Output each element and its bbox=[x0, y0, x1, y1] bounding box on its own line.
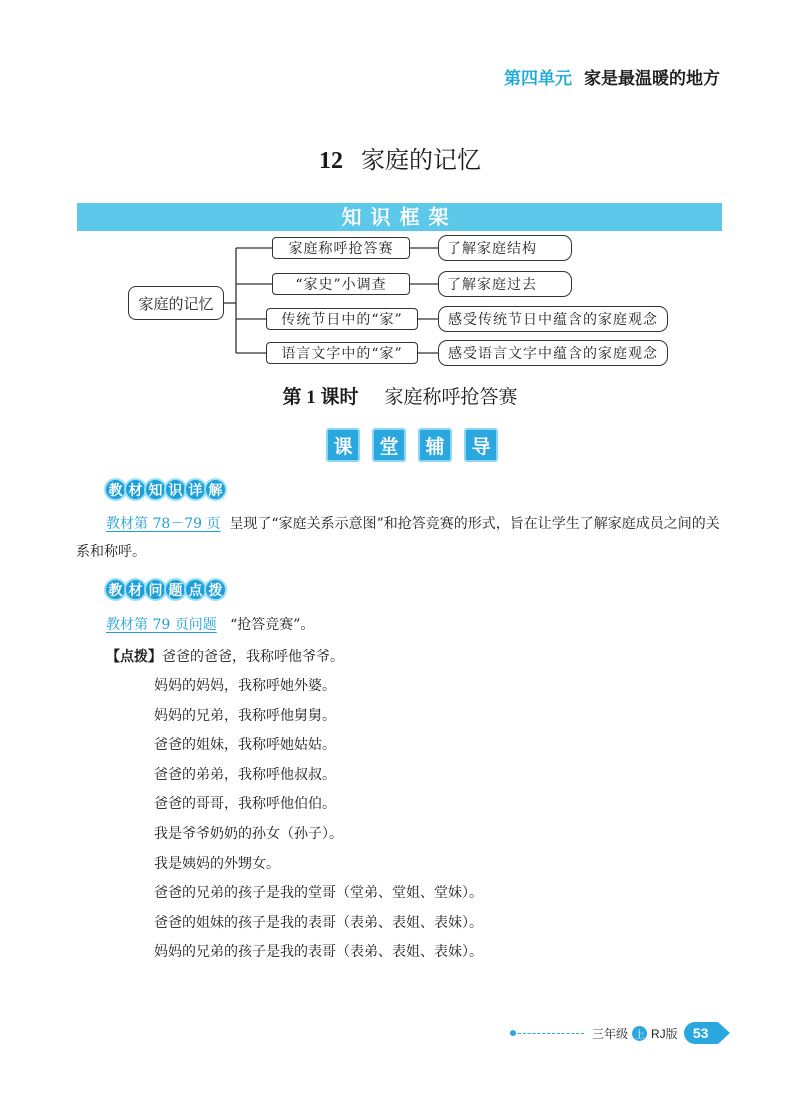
coach-tile: 堂 bbox=[372, 428, 406, 462]
answer-list bbox=[154, 672, 483, 998]
period-name: 家庭称呼抢答赛 bbox=[384, 386, 518, 408]
framework-topic: “家史”小调查 bbox=[272, 273, 410, 295]
label-char: 知 bbox=[144, 478, 167, 501]
framework-goal: 感受语言文字中蕴含的家庭观念 bbox=[438, 340, 668, 366]
label-char: 点 bbox=[184, 578, 207, 601]
detail-label bbox=[104, 478, 224, 501]
page-number: 53 bbox=[684, 1022, 718, 1044]
framework-connectors bbox=[0, 0, 800, 400]
label-char: 题 bbox=[164, 578, 187, 601]
framework-topic: 语言文字中的“家” bbox=[266, 342, 418, 364]
lesson-name: 家庭的记忆 bbox=[361, 146, 481, 174]
answer-line: 妈妈的妈妈，我称呼她外婆。 bbox=[154, 678, 336, 694]
framework-band: 知识框架 bbox=[77, 203, 722, 231]
framework-goal: 了解家庭过去 bbox=[438, 271, 572, 297]
answer-line: 我是姨妈的外甥女。 bbox=[154, 855, 280, 872]
answer-line: 爸爸的弟弟，我称呼他叔叔。 bbox=[154, 766, 336, 783]
label-char: 识 bbox=[164, 478, 187, 501]
unit-number: 第四单元 bbox=[504, 69, 572, 89]
hint-label bbox=[104, 578, 224, 601]
footer-volume: 上 bbox=[632, 1026, 647, 1041]
lesson-number: 12 bbox=[319, 148, 343, 174]
label-char: 材 bbox=[124, 478, 147, 501]
detail-text: 呈现了“家庭关系示意图”和抢答竞赛的形式，旨在让学生了解家庭成员之间的关系和称呼。 bbox=[76, 516, 720, 560]
coach-tile: 导 bbox=[464, 428, 498, 462]
label-char: 教 bbox=[104, 578, 127, 601]
answer-line: 爸爸的哥哥，我称呼他伯伯。 bbox=[154, 796, 336, 813]
label-char: 详 bbox=[184, 478, 207, 501]
answer-line: 爸爸的姐妹，我称呼她姑姑。 bbox=[154, 737, 336, 754]
coach-tile: 课 bbox=[326, 428, 360, 462]
hint-question bbox=[106, 611, 314, 639]
hint-reference: 教材第 79 页问题 bbox=[106, 617, 217, 633]
coach-banner bbox=[326, 428, 498, 462]
framework-topic: 传统节日中的“家” bbox=[266, 308, 418, 330]
framework-goal: 了解家庭结构 bbox=[438, 235, 572, 261]
unit-title: 家是最温暖的地方 bbox=[584, 69, 720, 89]
footer-dot bbox=[510, 1030, 516, 1036]
detail-reference: 教材第 78－79 页 bbox=[106, 516, 221, 532]
framework-topic: 家庭称呼抢答赛 bbox=[272, 237, 410, 259]
hint-question-text: “抢答竞赛”。 bbox=[230, 617, 315, 633]
answer-line: 爸爸的爸爸，我称呼他爷爷。 bbox=[162, 649, 344, 665]
label-char: 材 bbox=[124, 578, 147, 601]
framework-goal: 感受传统节日中蕴含的家庭观念 bbox=[438, 306, 668, 332]
label-char: 解 bbox=[204, 478, 227, 501]
label-char: 拨 bbox=[204, 578, 227, 601]
period-number: 第 1 课时 bbox=[282, 387, 359, 408]
answer-line: 爸爸的姐妹的孩子是我的表哥（表弟、表姐、表妹）。 bbox=[154, 914, 483, 931]
hint-tag: 【点拨】 bbox=[106, 649, 162, 665]
period-title bbox=[0, 382, 800, 409]
footer-rule bbox=[518, 1033, 584, 1034]
footer-grade: 三年级 bbox=[592, 1026, 629, 1041]
page-footer bbox=[510, 1020, 730, 1046]
detail-paragraph bbox=[76, 510, 726, 566]
label-char: 教 bbox=[104, 478, 127, 501]
label-char: 问 bbox=[144, 578, 167, 601]
answer-line: 我是爷爷奶奶的孙女（孙子）。 bbox=[154, 825, 343, 842]
answer-line: 爸爸的兄弟的孩子是我的堂哥（堂弟、堂姐、堂妹）。 bbox=[154, 885, 483, 902]
footer-edition: RJ版 bbox=[651, 1026, 678, 1041]
answer-line: 妈妈的兄弟的孩子是我的表哥（表弟、表姐、表妹）。 bbox=[154, 944, 483, 961]
answer-line: 妈妈的兄弟，我称呼他舅舅。 bbox=[154, 707, 336, 724]
answer-first-line bbox=[106, 643, 344, 671]
coach-tile: 辅 bbox=[418, 428, 452, 462]
framework-root: 家庭的记忆 bbox=[128, 286, 224, 320]
page-arrow-icon bbox=[718, 1022, 730, 1044]
answer-line bbox=[154, 968, 483, 998]
